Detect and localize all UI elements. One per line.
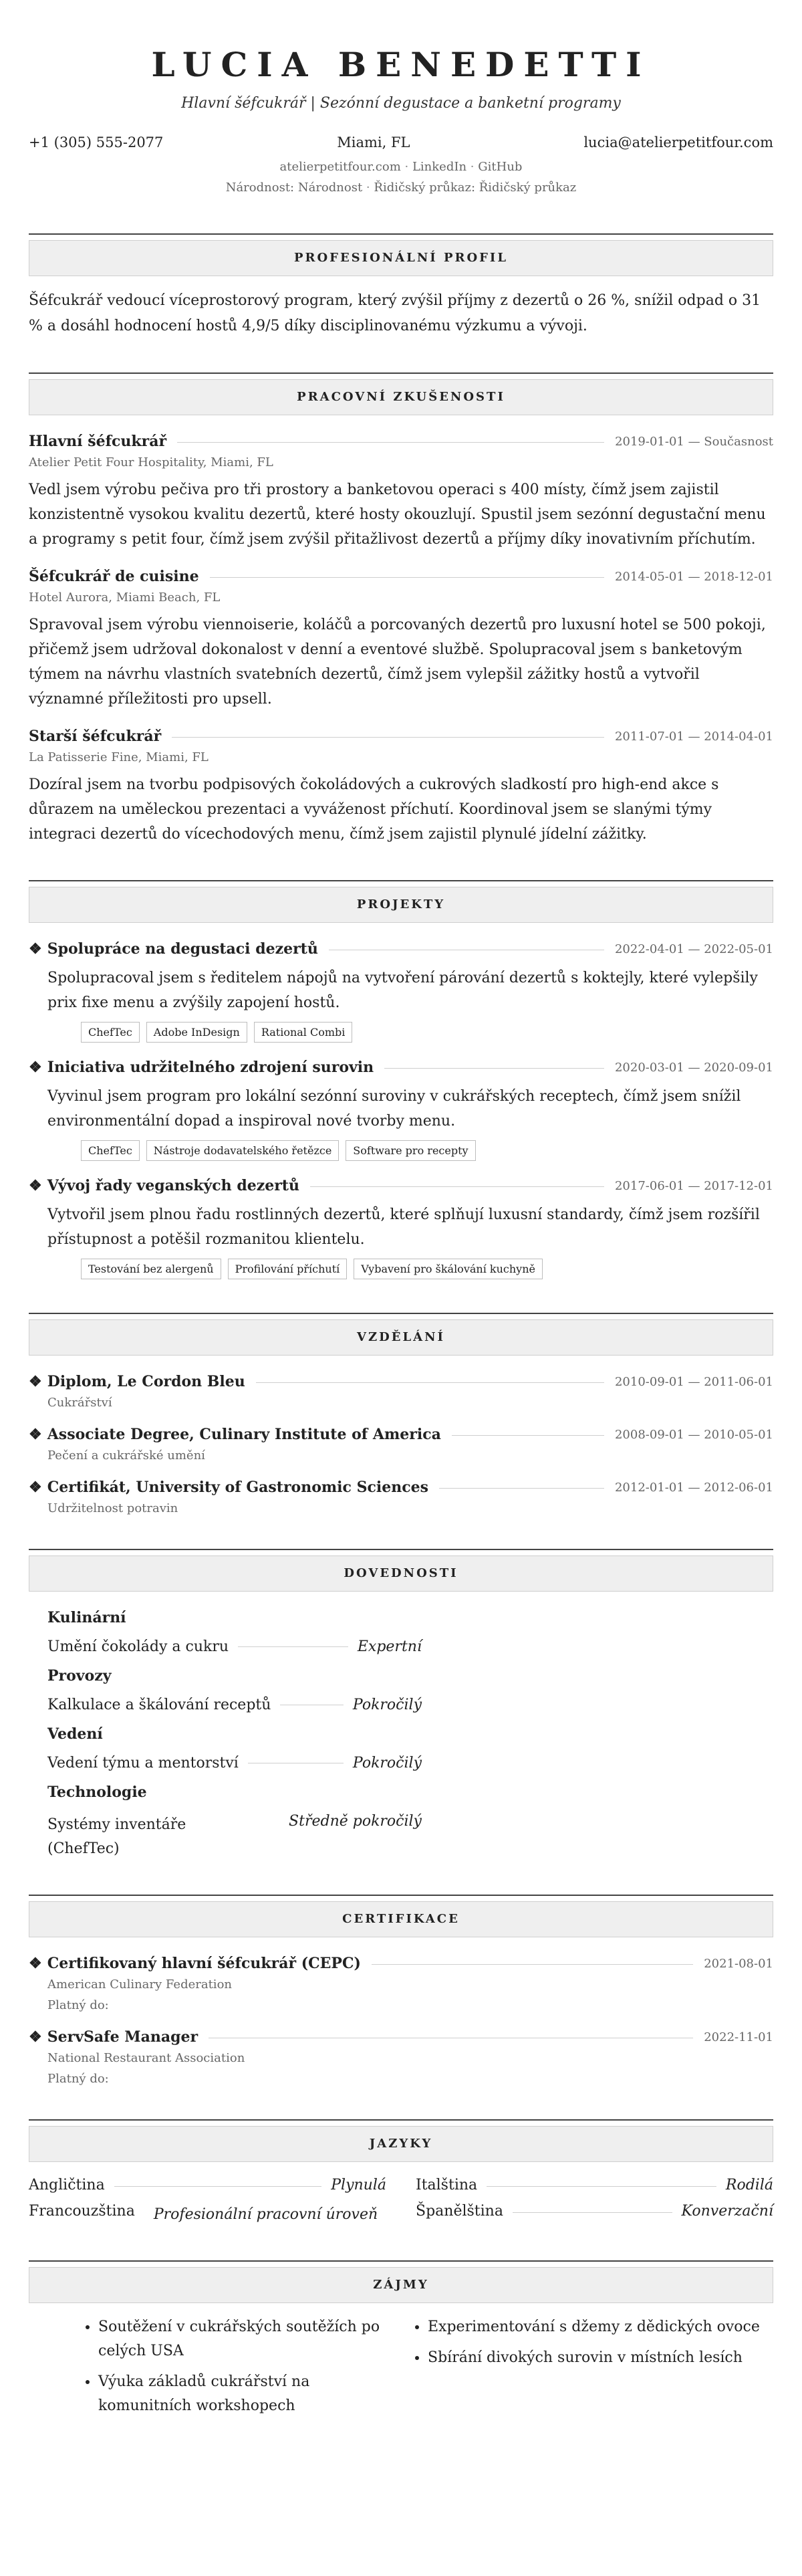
tool-tag: Testování bez alergenů [81,1259,221,1279]
leader-rule [452,1435,604,1436]
project-tags [29,1259,773,1279]
education-dates: 2008-09-01 — 2010-05-01 [614,1427,773,1442]
interest-item: • Výuka základů cukrářství na komunitních workshopech [98,2370,401,2418]
section-header [29,1549,773,1592]
section-header [29,1895,773,1937]
github-link[interactable]: GitHub [478,160,523,174]
skill-name: Systémy inventáře (ChefTec) [47,1816,186,1857]
section-title: CERTIFIKACE [29,1901,773,1937]
skill-level: Expertní [357,1638,422,1655]
diamond-bullet-icon: ❖ [29,1426,42,1443]
interest-item: • Sbírání divokých surovin v místních lesích [428,2346,773,2370]
links-line [29,160,773,174]
language-level: Profesionální pracovní úroveň [153,2206,378,2223]
email-link[interactable]: lucia@atelierpetitfour.com [583,134,773,150]
education-section [29,1313,773,1515]
diamond-bullet-icon: ❖ [29,2028,42,2046]
link-separator: · [404,160,409,174]
project-tags [29,1140,773,1161]
section-header [29,372,773,415]
diamond-bullet-icon: ❖ [29,940,42,958]
leader-rule [372,1964,693,1965]
employer: La Patisserie Fine, Miami, FL [29,750,209,764]
field-of-study: Pečení a cukrářské umění [47,1448,205,1463]
project-entry [29,940,773,1043]
projects-section [29,880,773,1279]
experience-entry [29,433,773,552]
section-title: ZÁJMY [29,2267,773,2303]
section-title: PROFESIONÁLNÍ PROFIL [29,240,773,276]
job-dates: 2019-01-01 — Současnost [615,434,773,449]
experience-entry [29,568,773,712]
project-description: Spolupracoval jsem s ředitelem nápojů na vytvoření párování dezertů s koktejly, které vylepšily prix fixe menu a zvýšily zapojení hostů. [47,970,758,1011]
leader-rule [210,577,604,578]
project-tags [29,1022,773,1043]
tool-tag: ChefTec [81,1022,140,1043]
project-entry [29,1177,773,1279]
job-description: Spravoval jsem výrobu viennoiserie, koláčů a porcovaných dezertů pro luxusní hotel se 500 pokoji, přičemž jsem udržoval dokonalost v denní a eventové službě. Spolupracoval jsem s banketovým týmem na návrhu vlastních svatebních dezertů, čímž jsem vylepšil zážitky hostů a vytvořil významné příležitosti pro upsell. [29,617,766,708]
phone-number: +1 (305) 555-2077 [29,134,164,150]
leader-rule [487,2186,716,2187]
skill-name: Vedení týmu a mentorství [47,1755,239,1772]
interests-list [29,2315,773,2425]
education-dates: 2010-09-01 — 2011-06-01 [614,1374,773,1389]
job-description: Dozíral jsem na tvorbu podpisových čokoládových a cukrových sladkostí pro high-end akce s důrazem na uměleckou prezentaci a vyváženost příchutí. Koordinoval jsem se slanými týmy integraci dezertů do vícechodových menu, čímž jsem zajistil plynulé jídelní zážitky. [29,776,719,843]
leader-rule [384,1068,604,1069]
diamond-bullet-icon: ❖ [29,1059,42,1076]
leader-rule [177,442,604,443]
certification-validity: Platný do: [47,2072,109,2086]
tool-tag: Software pro recepty [346,1140,475,1161]
leader-rule [114,2186,322,2187]
section-header [29,880,773,923]
field-of-study: Udržitelnost potravin [47,1501,178,1515]
skill-level: Středně pokročilý [289,1813,422,1830]
skill-category: Technologie [47,1784,147,1801]
location: Miami, FL [337,134,410,150]
certifications-section [29,1895,773,2086]
degree-name: Certifikát, University of Gastronomic Sciences [47,1479,429,1496]
language-name: Španělština [416,2203,503,2220]
employer: Atelier Petit Four Hospitality, Miami, FL [29,455,273,469]
tool-tag: Nástroje dodavatelského řetězce [146,1140,340,1161]
degree-name: Diplom, Le Cordon Bleu [47,1373,245,1390]
profile-section [29,233,773,339]
linkedin-link[interactable]: LinkedIn [412,160,467,174]
certification-issuer: National Restaurant Association [47,2051,245,2065]
job-dates: 2011-07-01 — 2014-04-01 [614,729,773,744]
experience-section [29,372,773,847]
leader-rule [172,737,604,738]
job-dates: 2014-05-01 — 2018-12-01 [614,569,773,584]
skill-row [47,1638,422,1655]
leader-rule [310,1186,604,1187]
language-row [29,2177,386,2193]
degree-name: Associate Degree, Culinary Institute of America [47,1426,441,1443]
skills-section [29,1549,773,1861]
contact-row [29,134,773,150]
project-name: Vývoj řady veganských dezertů [47,1177,299,1194]
language-row [416,2177,773,2193]
project-name: Iniciativa udržitelného zdrojení surovin [47,1059,374,1076]
section-title: PRACOVNÍ ZKUŠENOSTI [29,379,773,415]
interests-column-left [29,2315,401,2425]
job-title: Šéfcukrář de cuisine [29,568,199,585]
tool-tag: Adobe InDesign [146,1022,247,1043]
language-row [29,2203,386,2227]
interests-section [29,2260,773,2425]
language-level: Plynulá [331,2177,386,2193]
tool-tag: Vybavení pro škálování kuchyně [354,1259,543,1279]
section-title: VZDĚLÁNÍ [29,1319,773,1356]
skill-level: Pokročilý [352,1697,422,1713]
education-entry [29,1479,773,1515]
section-header [29,2119,773,2162]
tool-tag: ChefTec [81,1140,140,1161]
section-header [29,2260,773,2303]
certification-name: ServSafe Manager [47,2028,198,2046]
section-title: JAZYKY [29,2126,773,2162]
website-link[interactable]: atelierpetitfour.com [279,160,401,174]
section-title: DOVEDNOSTI [29,1555,773,1592]
language-level: Rodilá [725,2177,773,2193]
section-title: PROJEKTY [29,887,773,923]
nationality: Národnost: Národnost [225,181,363,195]
profile-summary: Šéfcukrář vedoucí víceprostorový program, který zvýšil příjmy z dezertů o 26 %, snížil odpad o 31 % a dosáhl hodnocení hostů 4,9/5 díky disciplinovanému výzkumu a vývoji. [29,292,761,334]
interest-item: • Soutěžení v cukrářských soutěžích po celých USA [98,2315,401,2363]
skill-row [47,1697,422,1713]
language-name: Francouzština [29,2203,135,2220]
candidate-headline: Hlavní šéfcukrář | Sezónní degustace a banketní programy [181,95,621,112]
experience-entry [29,728,773,847]
tool-tag: Profilování příchutí [228,1259,348,1279]
languages-section [29,2119,773,2227]
project-name: Spolupráce na degustaci dezertů [47,940,318,958]
diamond-bullet-icon: ❖ [29,1177,42,1194]
personal-details-line [29,181,773,195]
diamond-bullet-icon: ❖ [29,1955,42,1972]
certification-entry [29,1955,773,2012]
skill-name: Umění čokolády a cukru [47,1638,229,1655]
tool-tag: Rational Combi [254,1022,353,1043]
skill-row [47,1813,422,1861]
leader-rule [439,1488,604,1489]
field-of-study: Cukrářství [47,1396,112,1410]
certification-validity: Platný do: [47,1998,109,2012]
certification-date: 2022-11-01 [704,2030,773,2044]
education-dates: 2012-01-01 — 2012-06-01 [614,1480,773,1495]
interests-column-right [401,2315,773,2425]
certification-date: 2021-08-01 [704,1956,773,1971]
certification-issuer: American Culinary Federation [47,1977,232,1992]
language-name: Angličtina [29,2177,105,2193]
drivers-license: Řidičský průkaz: Řidičský průkaz [374,181,577,195]
project-description: Vyvinul jsem program pro lokální sezónní suroviny v cukrářských receptech, čímž jsem snížil environmentální dopad a inspiroval nové tvorby menu. [47,1088,741,1130]
language-name: Italština [416,2177,478,2193]
job-description: Vedl jsem výrobu pečiva pro tři prostory a banketovou operaci s 400 místy, čímž jsem zajistil konzistentně vysokou kvalitu dezertů, které hosty okouzlují. Spustil jsem sezónní degustační menu a programy s petit four, čímž jsem zvýšil přitažlivost dezertů a příjmy díky inovativním příchutím. [29,481,766,548]
job-title: Starší šéfcukrář [29,728,162,745]
education-entry [29,1426,773,1463]
skill-name: Kalkulace a škálování receptů [47,1697,271,1713]
skills-list [29,1609,422,1861]
certification-entry [29,2028,773,2086]
detail-separator: · [366,181,370,195]
job-title: Hlavní šéfcukrář [29,433,167,450]
skill-category: Kulinární [47,1609,126,1626]
section-header [29,233,773,276]
diamond-bullet-icon: ❖ [29,1479,42,1496]
language-row [416,2203,773,2227]
language-level: Konverzační [681,2203,773,2220]
link-separator: · [470,160,475,174]
employer: Hotel Aurora, Miami Beach, FL [29,591,221,605]
languages-grid [29,2177,773,2227]
leader-rule [513,2212,672,2213]
project-dates: 2020-03-01 — 2020-09-01 [614,1060,773,1075]
interest-item: • Experimentování s džemy z dědických ovoce [428,2315,773,2339]
project-dates: 2022-04-01 — 2022-05-01 [614,942,773,956]
education-entry [29,1373,773,1410]
diamond-bullet-icon: ❖ [29,1373,42,1390]
leader-rule [256,1382,604,1383]
project-entry [29,1059,773,1161]
skill-category: Vedení [47,1725,103,1743]
candidate-name: LUCIA BENEDETTI [151,45,651,84]
skill-level: Pokročilý [352,1755,422,1772]
skill-category: Provozy [47,1667,112,1685]
leader-rule [238,1646,348,1647]
certification-name: Certifikovaný hlavní šéfcukrář (CEPC) [47,1955,361,1972]
section-header [29,1313,773,1356]
skill-row [47,1755,422,1772]
project-description: Vytvořil jsem plnou řadu rostlinných dezertů, které splňují luxusní standardy, čímž jsem rozšířil přístupnost a potěšil rozmanitou klientelu. [47,1206,760,1248]
project-dates: 2017-06-01 — 2017-12-01 [614,1178,773,1193]
